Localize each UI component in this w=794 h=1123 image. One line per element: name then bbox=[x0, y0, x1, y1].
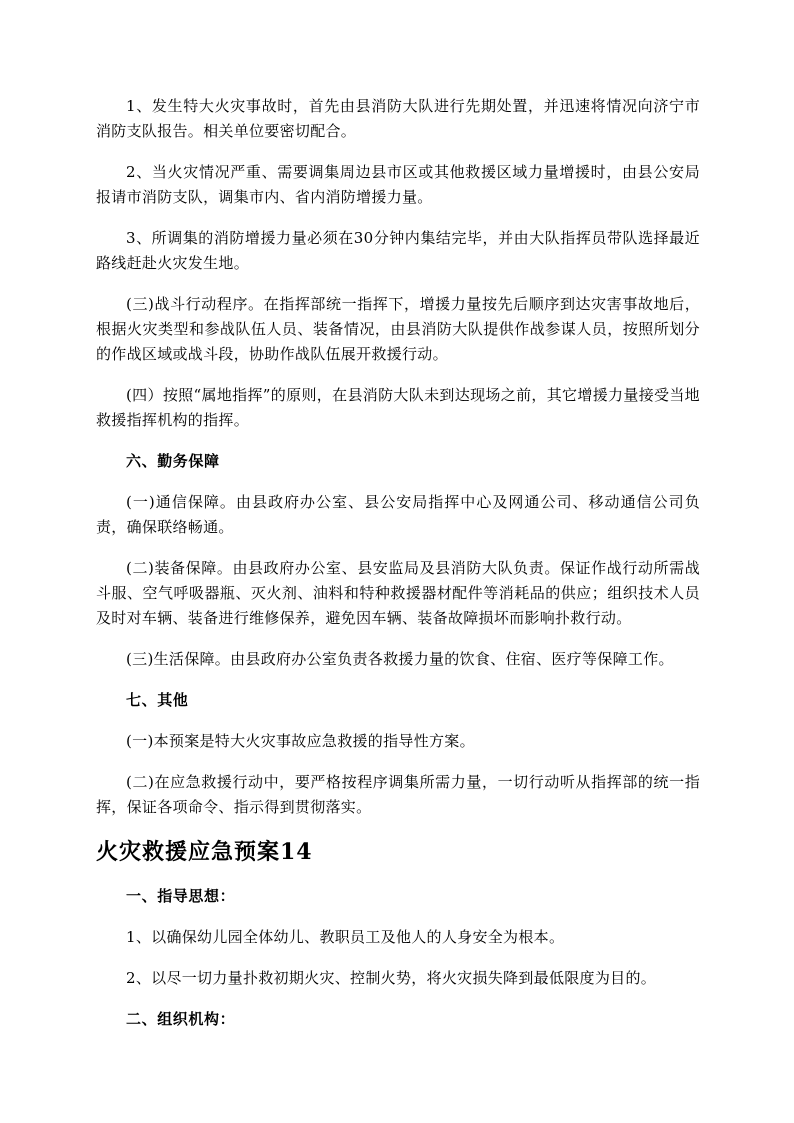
paragraph: (一)本预案是特大火灾事故应急救援的指导性方案。 bbox=[126, 732, 475, 750]
paragraph: 1、发生特大火灾事故时，首先由县消防大队进行先期处置，并迅速将情况向济宁市消防支队报告。相关单位要密切配合。 bbox=[96, 97, 700, 140]
section-heading-logistics: 六、勤务保障 bbox=[126, 452, 220, 470]
section-heading-organization: 二、组织机构： bbox=[126, 1010, 236, 1028]
paragraph: 2、当火灾情况严重、需要调集周边县市区或其他救援区域力量增援时，由县公安局报请市消防支队，调集市内、省内消防增援力量。 bbox=[96, 163, 700, 206]
paragraph: (三)战斗行动程序。在指挥部统一指挥下，增援力量按先后顺序到达灾害事故地后，根据火灾类型和参战队伍人员、装备情况，由县消防大队提供作战参谋人员，按照所划分的作战区域或战斗段，协助作战队伍展开救援行动。 bbox=[96, 295, 700, 363]
paragraph: (三)生活保障。由县政府办公室负责各救援力量的饮食、住宿、医疗等保障工作。 bbox=[126, 650, 674, 668]
document-title: 火灾救援应急预案14 bbox=[96, 839, 313, 865]
paragraph: (一)通信保障。由县政府办公室、县公安局指挥中心及网通公司、移动通信公司负责，确保联络畅通。 bbox=[96, 493, 700, 536]
section-heading-guiding-ideology: 一、指导思想： bbox=[126, 887, 236, 905]
section-heading-other: 七、其他 bbox=[126, 691, 189, 709]
paragraph: (二)装备保障。由县政府办公室、县安监局及县消防大队负责。保证作战行动所需战斗服、空气呼吸器瓶、灭火剂、油料和特种救援器材配件等消耗品的供应；组织技术人员及时对车辆、装备进行维修保养，避免因车辆、装备故障损坏而影响扑救行动。 bbox=[96, 559, 700, 627]
document-page bbox=[96, 94, 700, 1048]
paragraph: 3、所调集的消防增援力量必须在30分钟内集结完毕，并由大队指挥员带队选择最近路线赶赴火灾发生地。 bbox=[96, 229, 700, 272]
paragraph: (二)在应急救援行动中，要严格按程序调集所需力量，一切行动听从指挥部的统一指挥，保证各项命令、指示得到贯彻落实。 bbox=[96, 773, 700, 816]
paragraph: (四）按照“属地指挥”的原则，在县消防大队未到达现场之前，其它增援力量接受当地救援指挥机构的指挥。 bbox=[96, 386, 700, 429]
paragraph: 2、以尽一切力量扑救初期火灾、控制火势，将火灾损失降到最低限度为目的。 bbox=[126, 969, 657, 987]
paragraph: 1、以确保幼儿园全体幼儿、教职员工及他人的人身安全为根本。 bbox=[126, 928, 565, 946]
